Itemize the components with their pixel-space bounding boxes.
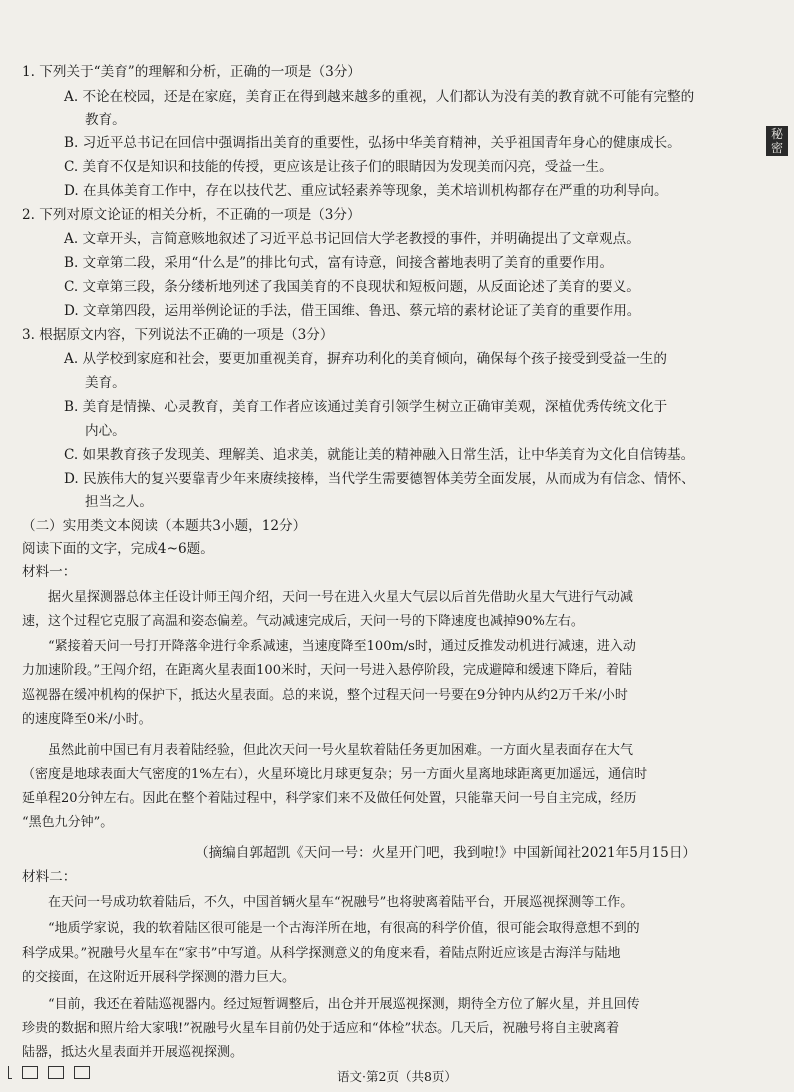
text-line: 教育。 [85, 112, 126, 128]
text-line: 陆器，抵达火星表面并开展巡视探测。 [22, 1045, 244, 1060]
text-line: 速，这个过程它克服了高温和姿态偏差。气动减速完成后，天问一号的下降速度也减掉90%左右。 [22, 614, 584, 629]
text-line: 阅读下面的文字，完成4~6题。 [22, 541, 214, 557]
text-line: C. 美育不仅是知识和技能的传授，更应该是让孩子们的眼睛因为发现美而闪亮，受益一生。 [64, 159, 613, 175]
text-line: 在天问一号成功软着陆后，不久，中国首辆火星车“祝融号”也将驶离着陆平台，开展巡视探测等工作。 [48, 895, 634, 910]
page-footer: 语文·第2页（共8页） [337, 1069, 457, 1084]
text-line: 1. 下列关于“美育”的理解和分析，正确的一项是（3分） [22, 64, 361, 80]
text-line: “黑色九分钟”。 [22, 815, 114, 830]
text-line: B. 美育是情操、心灵教育，美育工作者应该通过美育引领学生树立正确审美观，深植优秀传统文化于 [64, 399, 668, 415]
text-line: A. 不论在校园，还是在家庭，美育正在得到越来越多的重视，人们都认为没有美的教育就不可能有完整的 [64, 89, 695, 105]
text-line: D. 文章第四段，运用举例论证的手法，借王国维、鲁迅、蔡元培的素材论证了美育的重要作用。 [64, 303, 641, 319]
text-line: “地质学家说，我的软着陆区很可能是一个古海洋所在地，有很高的科学价值，很可能会取得意想不到的 [48, 921, 640, 936]
text-line: 巡视器在缓冲机构的保护下，抵达火星表面。总的来说，整个过程天问一号要在9分钟内从约2万千米/小时 [22, 688, 628, 703]
text-line: 材料二： [22, 869, 77, 885]
text-line: B. 文章第二段，采用“什么是”的排比句式，富有诗意，间接含蓄地表明了美育的重要作用。 [64, 255, 614, 271]
text-line: “目前，我还在着陆巡视器内。经过短暂调整后，出仓并开展巡视探测，期待全方位了解火星，并且回传 [48, 997, 640, 1012]
text-line: （摘编自郭超凯《天问一号：火星开门吧，我到啦!》中国新闻社2021年5月15日） [195, 845, 697, 861]
text-line: 据火星探测器总体主任设计师王闯介绍，天问一号在进入火星大气层以后首先借助火星大气进行气动减 [48, 590, 634, 605]
text-line: “紧接着天问一号打开降落伞进行伞系减速，当速度降至100m/s时，通过反推发动机进行减速，进入动 [48, 639, 636, 654]
confidential-tab: 秘密 [766, 126, 788, 156]
text-line: C. 文章第三段，条分缕析地列述了我国美育的不良现状和短板问题，从反面论述了美育的要义。 [64, 279, 640, 295]
text-line: 虽然此前中国已有月表着陆经验，但此次天问一号火星软着陆任务更加困难。一方面火星表面存在大气 [48, 743, 634, 758]
text-line: A. 文章开头，言简意赅地叙述了习近平总书记回信大学老教授的事件，并明确提出了文章观点。 [64, 231, 640, 247]
text-line: （二）实用类文本阅读（本题共3小题，12分） [22, 518, 307, 534]
text-line: 的速度降至0米/小时。 [22, 712, 152, 727]
text-line: 延单程20分钟左右。因此在整个着陆过程中，科学家们来不及做任何处置，只能靠天问一号自主完成，经历 [22, 791, 637, 806]
text-line: 科学成果。”祝融号火星车在“家书”中写道。从科学探测意义的角度来看，着陆点附近应该是古海洋与陆地 [22, 946, 621, 961]
text-line: （密度是地球表面大气密度的1%左右），火星环境比月球更复杂；另一方面火星离地球距离更加遥远，通信时 [22, 767, 648, 782]
text-line: 3. 根据原文内容，下列说法不正确的一项是（3分） [22, 327, 334, 343]
text-line: D. 在具体美育工作中，存在以技代艺、重应试轻素养等现象，美术培训机构都存在严重的功利导向。 [64, 183, 668, 199]
text-line: B. 习近平总书记在回信中强调指出美育的重要性，弘扬中华美育精神，关乎祖国青年身心的健康成长。 [64, 135, 681, 151]
text-line: 的交接面，在这附近开展科学探测的潜力巨大。 [22, 970, 296, 985]
text-line: A. 从学校到家庭和社会，要更加重视美育，摒弃功利化的美育倾向，确保每个孩子接受到受益一生的 [64, 351, 667, 367]
text-line: 2. 下列对原文论证的相关分析，不正确的一项是（3分） [22, 207, 361, 223]
text-line: D. 民族伟大的复兴要靠青少年来赓续接棒，当代学生需要德智体美劳全面发展，从而成为有信念、情怀、 [64, 471, 695, 487]
text-line: 美育。 [85, 375, 126, 391]
text-line: 担当之人。 [85, 494, 153, 510]
text-line: 内心。 [85, 423, 126, 439]
text-line: 材料一： [22, 564, 77, 580]
text-line: 珍贵的数据和照片给大家哦!”祝融号火星车目前仍处于适应和“体检”状态。几天后，祝融号将自主驶离着 [22, 1021, 620, 1036]
text-line: C. 如果教育孩子发现美、理解美、追求美，就能让美的精神融入日常生活，让中华美育为文化自信铸基。 [64, 447, 695, 463]
text-line: 力加速阶段。”王闯介绍，在距离火星表面100米时，天问一号进入悬停阶段，完成避障和缓速下降后，着陆 [22, 663, 632, 678]
